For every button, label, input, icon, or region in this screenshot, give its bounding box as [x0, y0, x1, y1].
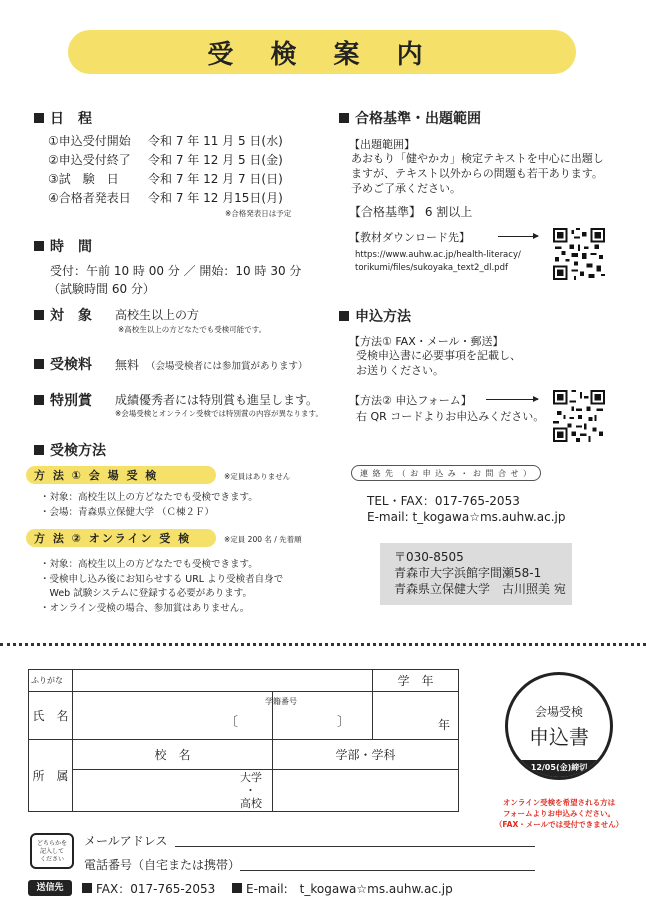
student-number-label: 学籍番号 [265, 697, 297, 706]
bracket-left: 〔 [225, 715, 239, 730]
school-label: 校 名 [73, 740, 273, 770]
bullet-square-icon [34, 241, 44, 251]
name-label: 氏 名 [29, 692, 73, 740]
prize-note: ※会場受検とオンライン受検では特別賞の内容が異なります。 [115, 409, 323, 418]
student-number-input[interactable] [225, 692, 373, 740]
method2-note: ※定員 200 名 / 先着順 [224, 535, 302, 544]
bracket-right: 〕 [337, 715, 351, 730]
stamp-line1: 会場受検 [534, 705, 583, 719]
scope-text: あおもり「健やかカ」検定テキストを中心に出題し ますが、テキスト以外からの問題も若干あります。 予めご了承ください。 [351, 152, 604, 195]
bullet-square-icon [34, 310, 44, 320]
faculty-label: 学部・学科 [273, 740, 459, 770]
schedule-list [48, 132, 283, 208]
email-input[interactable] [175, 846, 535, 847]
apply-m2-label: 【方法② 申込フォーム】 [349, 394, 472, 407]
grade-input[interactable] [373, 692, 459, 740]
prize-value: 成績優秀者には特別賞も進呈します。 [115, 393, 319, 407]
phone-label: 電話番号（自宅または携帯） [84, 858, 241, 872]
send-fax: FAX：017-765-2053 [96, 882, 216, 896]
target-heading: 対 象 [34, 305, 92, 325]
send-email[interactable]: E-mail: t_kogawa☆ms.auhw.ac.jp [246, 882, 453, 896]
schedule-heading: 日 程 [34, 108, 92, 128]
address-box: 〒030-8505 青森市大字浜館字間瀬58-1 青森県立保健大学 古川照美 宛 [380, 543, 572, 605]
page-title: 受 検 案 内 [68, 30, 576, 74]
year-label: 年 [437, 718, 450, 732]
venue-application-stamp [505, 672, 613, 780]
method1-lines: ・対象：高校生以上の方どなたでも受検できます。 ・会場：青森県立保健大学 （Ｃ棟２Ｆ） [40, 492, 258, 518]
schedule-note: ※合格発表日は予定 [225, 209, 292, 218]
furigana-label: ふりがな [29, 670, 73, 692]
time-line: 受付：午前 10 時 00 分 ／ 開始：10 時 30 分 [50, 264, 302, 278]
stamp-deadline: 12/05(金)締切 [508, 760, 610, 780]
methods-heading: 受検方法 [34, 440, 106, 460]
time-heading: 時 間 [34, 236, 92, 256]
criteria-heading: 合格基準・出題範囲 [339, 108, 481, 128]
arrow-right-icon [498, 236, 538, 237]
contact-tel: TEL・FAX：017-765-2053 [367, 494, 520, 508]
method2-lines: ・対象：高校生以上の方どなたでも受検できます。 ・受検申し込み後にお知らせする URL より受検者自身で Web 試験システムに登録する必要があります。 ・オンライン受検の場合、参加賞はありません。 [40, 559, 284, 614]
schedule-row: ③試 験 日 令和 7 年 12 月 7 日(日) [48, 172, 283, 186]
download-label: 【教材ダウンロード先】 [349, 231, 470, 244]
high-label: 高校 [240, 797, 262, 810]
bullet-square-icon [34, 445, 44, 455]
method1-pill: 方 法 ① 会 場 受 検 [26, 466, 216, 484]
dot-separator: ・ [245, 784, 256, 797]
method2-pill: 方 法 ② オンライン 受 検 [26, 529, 216, 547]
bullet-square-icon [232, 883, 242, 893]
schedule-row: ②申込受付終了 令和 7 年 12 月 5 日(金) [48, 153, 283, 167]
application-form [28, 669, 459, 812]
schedule-row: ①申込受付開始 令和 7 年 11 月 5 日(水) [48, 134, 283, 148]
contact-email[interactable]: E-mail: t_kogawa☆ms.auhw.ac.jp [367, 510, 566, 524]
bullet-square-icon [34, 359, 44, 369]
scope-label: 【出題範囲】 [349, 138, 415, 151]
send-label: 送信先 [28, 880, 72, 896]
bullet-square-icon [34, 395, 44, 405]
fee-note: （会場受検者には参加賞があります） [146, 361, 308, 372]
either-badge: どちらかを 記入して ください [30, 833, 74, 869]
apply-m1-text: 受検申込書に必要事項を記載し、 お送りください。 [356, 349, 521, 377]
target-value: 高校生以上の方 [115, 308, 200, 322]
qr-code-icon[interactable] [553, 390, 605, 442]
grade-label: 学 年 [373, 670, 459, 692]
time-duration: （試験時間 60 分） [48, 282, 155, 296]
fee-value: 無料 [115, 358, 140, 372]
schedule-row: ④合格者発表日 令和 7 年 12 月15日(月) [48, 191, 283, 205]
online-note: オンライン受検を希望される方は フォームよりお申込みください。 （FAX・メールでは受付できません） [494, 798, 624, 829]
name-input[interactable] [73, 692, 273, 740]
apply-m2-text: 右 QR コードよりお申込みください。 [356, 410, 545, 423]
bullet-square-icon [82, 883, 92, 893]
qr-code-icon[interactable] [553, 228, 605, 280]
phone-input[interactable] [240, 870, 535, 871]
furigana-input[interactable] [73, 670, 373, 692]
affiliation-label: 所 属 [29, 740, 73, 812]
prize-heading: 特別賞 [34, 390, 92, 410]
method1-note: ※定員はありません [224, 472, 291, 481]
email-label: メールアドレス [84, 834, 168, 848]
bullet-square-icon [34, 113, 44, 123]
bullet-square-icon [339, 113, 349, 123]
cut-line [0, 643, 646, 646]
bullet-square-icon [339, 311, 349, 321]
arrow-right-icon [486, 399, 538, 400]
faculty-input[interactable] [273, 770, 459, 812]
apply-heading: 申込方法 [339, 306, 411, 326]
fee-heading: 受検料 [34, 354, 92, 374]
univ-label: 大学 [240, 771, 262, 784]
school-input[interactable] [73, 770, 273, 812]
apply-m1-label: 【方法① FAX・メール・郵送】 [349, 335, 504, 348]
target-note: ※高校生以上の方どなたでも受検可能です。 [118, 325, 267, 334]
contact-pill: 連 絡 先 （ お 申 込 み ・ お 問 合 せ ） [351, 465, 541, 481]
download-url[interactable]: https://www.auhw.ac.jp/health-literacy/ torikumi/files/sukoyaka_text2_dl.pdf [355, 250, 521, 273]
stamp-line2: 申込書 [529, 725, 589, 749]
pass-criteria: 【合格基準】 6 割以上 [349, 205, 473, 219]
